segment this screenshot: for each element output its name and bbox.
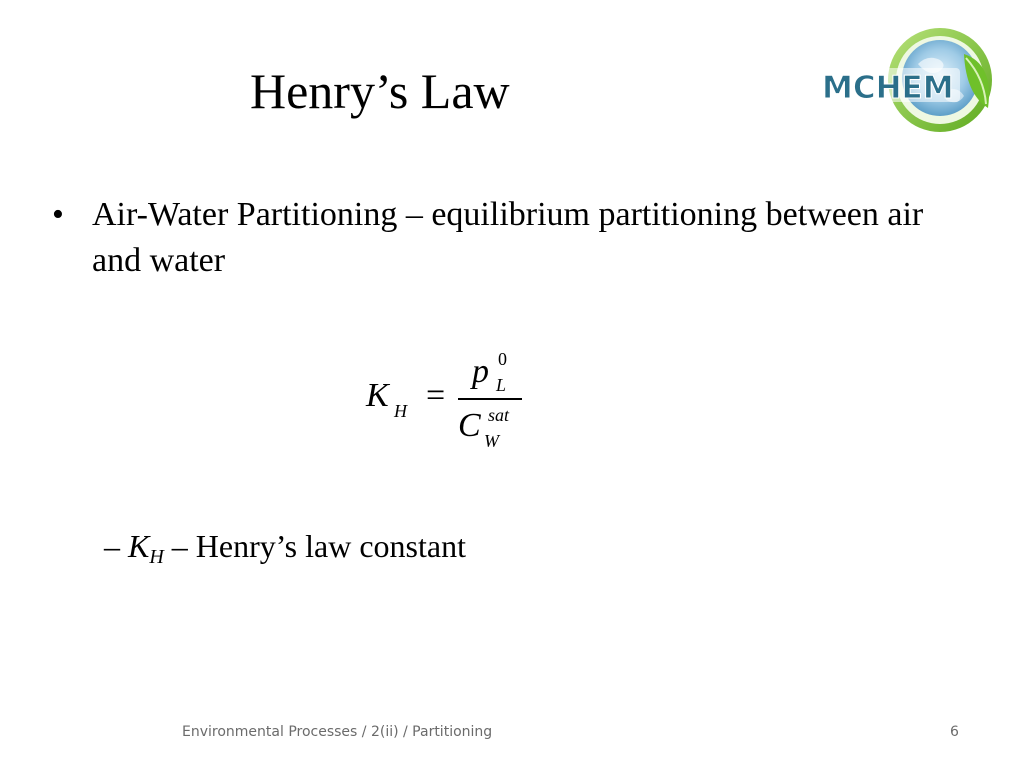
page-number: 6 <box>950 724 959 740</box>
formula-lhs: K <box>366 377 389 414</box>
bullet-text: Air-Water Partitioning – equilibrium partitioning between air and water <box>92 196 924 279</box>
sub-bullet-symbol: K <box>128 528 150 564</box>
sub-bullet-marker: – <box>104 528 120 564</box>
formula-denominator: C <box>458 407 481 444</box>
formula-equals: = <box>426 377 446 414</box>
formula-numerator: p <box>472 353 489 390</box>
fraction-bar <box>458 398 522 400</box>
formula-numerator-sup: 0 <box>498 349 507 369</box>
formula-lhs-sub: H <box>394 401 407 421</box>
logo-text: MCHEM <box>822 70 954 106</box>
formula-denominator-sup: sat <box>488 405 510 425</box>
mchem-logo <box>814 24 1004 136</box>
sub-bullet-symbol-sub: H <box>149 546 164 568</box>
sub-bullet-text: – Henry’s law constant <box>171 528 466 564</box>
formula-numerator-sub: L <box>496 375 507 395</box>
formula-denominator-sub: W <box>484 431 499 451</box>
bullet-marker: • <box>52 196 64 233</box>
slide-title: Henry’s Law <box>250 63 510 119</box>
sub-bullet-item <box>104 526 466 577</box>
mchem-logo-graphic <box>814 24 1004 136</box>
slide-footer: Environmental Processes / 2(ii) / Partitioning <box>182 724 493 740</box>
henry-formula <box>360 345 540 465</box>
